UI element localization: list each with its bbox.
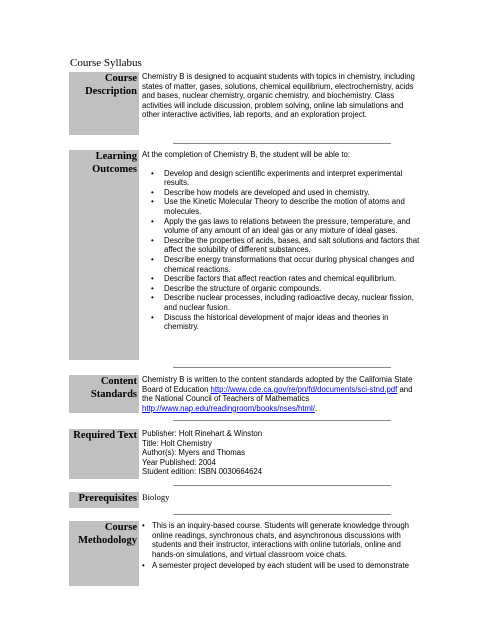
label-line: Required Text (73, 430, 137, 441)
list-item (151, 168, 420, 188)
standards-text-part: and the National Council of Teachers of Mathematics (142, 384, 413, 404)
list-item-text: This is an inquiry-based course. Students will generate knowledge through online readings, synchronous chats, and asynchronous discussions with students and their instructor, interactions with online tutorials, online and hands-on simulations, and virtual classroom voice chats. (152, 521, 410, 559)
list-item (151, 254, 420, 274)
bullet-icon: • (151, 197, 154, 207)
list-item-text: Describe how models are developed and used in chemistry. (164, 187, 370, 197)
list-item (151, 235, 420, 255)
list-item-text: A semester project developed by each student will be used to demonstrate (152, 561, 410, 571)
publisher-line: Publisher: Holt Rinehart & Winston (142, 429, 263, 438)
bullet-icon: • (151, 293, 154, 303)
list-item-text: Use the Kinetic Molecular Theory to describe the motion of atoms and molecules. (164, 197, 405, 216)
isbn-line: Student edition: ISBN 0030664624 (142, 467, 263, 477)
methodology-content (142, 521, 420, 571)
label-line: Content (100, 376, 137, 387)
bullet-icon: • (142, 521, 145, 530)
list-item (142, 561, 420, 571)
list-item-text: Describe nuclear processes, including radioactive decay, nuclear fission, and nuclear fusion. (164, 293, 414, 312)
bullet-icon: • (151, 283, 154, 293)
standards-text-part: . (314, 403, 318, 413)
label-line: Course (104, 522, 137, 533)
standards-text (142, 375, 420, 413)
divider (173, 143, 391, 144)
label-line: Description (85, 86, 137, 97)
year-line: Year Published: 2004 (142, 457, 216, 467)
bullet-icon: • (151, 187, 154, 197)
section-label (69, 72, 139, 135)
divider (173, 485, 391, 486)
author-line: Author(s): Myers and Thomas (142, 448, 245, 458)
section-label (69, 150, 139, 360)
list-item-text: Discuss the historical development of major ideas and theories in chemistry. (164, 312, 389, 332)
list-item-text: Describe factors that affect reaction rates and chemical equilibrium. (164, 274, 397, 284)
list-item (151, 187, 420, 198)
list-item-text: Apply the gas laws to relations between the pressure, temperature, and volume of any amount of an ideal gas or any mixture of ideal gases. (164, 216, 411, 236)
label-line: Prerequisites (78, 493, 137, 504)
bullet-icon: • (151, 254, 154, 264)
section-label (69, 375, 139, 413)
list-item (151, 293, 420, 312)
bullet-icon: • (151, 274, 154, 284)
label-line: Outcomes (92, 164, 137, 175)
bullet-icon: • (151, 168, 154, 178)
label-line: Course (104, 73, 137, 84)
outcomes-intro: At the completion of Chemistry B, the student will be able to: (142, 150, 351, 159)
list-item-text: Describe the properties of acids, bases, and salt solutions and factors that affect the solubility of different substances. (164, 235, 420, 255)
outcomes-list (142, 169, 420, 332)
bullet-icon: • (151, 216, 154, 226)
list-item-text: Develop and design scientific experiments and interpret experimental results. (164, 168, 403, 188)
list-item (151, 197, 420, 216)
list-item (151, 274, 420, 284)
title-line: Title: Holt Chemistry (142, 438, 212, 448)
bullet-icon: • (151, 235, 154, 245)
divider (173, 514, 391, 515)
list-item (142, 521, 420, 559)
list-item (151, 283, 420, 294)
label-line: Learning (95, 151, 137, 162)
standards-link-nap[interactable]: http://www.nap.edu/readingroom/books/nses/html/ (142, 403, 315, 413)
outcomes-content (142, 150, 420, 332)
divider (173, 367, 391, 368)
standards-text-part: Chemistry B is written to the content standards adopted by the California State Board of Education (142, 375, 413, 394)
bullet-icon: • (151, 312, 154, 322)
list-item-text: Describe energy transformations that occur during physical changes and chemical reactions. (164, 254, 415, 274)
description-text: Chemistry B is designed to acquaint students with topics in chemistry, including states of matter, gases, solutions, chemical equilibrium, electrochemistry, acids and bases, nuclear chemistry, organic chemistry, and biochemistry. Class activities will include discussion, problem solving, online lab simulations and other interactive activities, lab reports, and an exploration project. (142, 72, 415, 120)
section-label (69, 429, 139, 479)
required-text-content (142, 429, 420, 477)
list-item (151, 312, 420, 332)
list-item (151, 216, 420, 236)
document-title: Course Syllabus (70, 57, 142, 69)
label-line: Methodology (78, 535, 137, 546)
prerequisites-value: Biology (142, 492, 170, 502)
standards-link-cde[interactable]: http://www.cde.ca.gov/re/pn/fd/documents/sci-stnd.pdf (210, 384, 398, 394)
list-item-text: Describe the structure of organic compounds. (164, 283, 322, 293)
section-label (69, 492, 139, 508)
divider (173, 420, 391, 421)
section-label (69, 521, 139, 586)
label-line: Standards (90, 389, 137, 400)
bullet-icon: • (142, 561, 145, 571)
